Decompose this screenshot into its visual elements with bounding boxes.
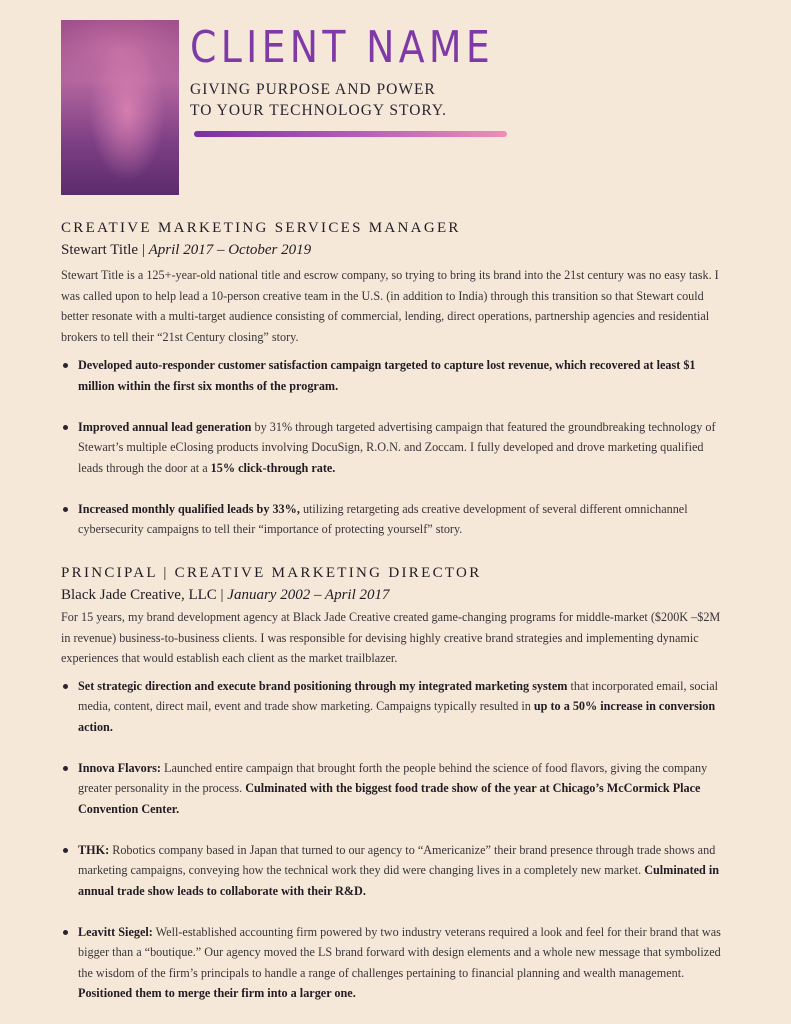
achievement-item xyxy=(61,355,723,396)
achievement-text: by 31% through targeted advertising campaign that featured the groundbreaking technology of Stewart’s multiple eClosing products involving DocuSign, R.O.N. and Zoccam. I fully developed and drove marketing qualified leads through the door at a xyxy=(78,419,716,475)
achievement-highlight: Innova Flavors: xyxy=(78,760,161,775)
achievement-highlight: Set strategic direction and execute brand positioning through my integrated marketing system xyxy=(78,678,568,693)
job-summary: For 15 years, my brand development agency at Black Jade Creative created game-changing programs for middle-market ($200K –$2M in revenue) business-to-business clients. I was responsible for devising highly creative brand strategies and implementing dynamic experiences that would establish each client as the market trailblazer. xyxy=(61,610,721,665)
achievement-highlight: 15% click-through rate. xyxy=(210,460,336,475)
job-meta: Black Jade Creative, LLC | January 2002 – April 2017 xyxy=(61,587,390,603)
job-summary: Stewart Title is a 125+-year-old national title and escrow company, so trying to bring its brand into the 21st century was no easy task. I was called upon to help lead a 10-person creative team in the U.S. (in addition to India) through this transition so that Stewart could better resonate with a multi-target audience consisting of commercial, lending, direct operations, partnership agencies and residential brokers to tell their “21st Century closing” story. xyxy=(61,268,719,344)
achievement-highlight: Culminated with the biggest food trade show of the year at Chicago’s McCormick Place Convention Center. xyxy=(78,781,701,816)
achievement-text: that incorporated email, social media, content, direct mail, event and trade show marketing. Campaigns typically resulted in xyxy=(78,678,719,713)
achievement-highlight: Positioned them to merge their firm into a larger one. xyxy=(78,986,356,1000)
client-photo xyxy=(61,20,179,195)
achievement-item xyxy=(61,499,723,540)
achievement-highlight: Culminated in annual trade show leads to collaborate with their R&D. xyxy=(78,863,720,898)
tagline xyxy=(190,79,447,121)
job-dates: January 2002 – April 2017 xyxy=(227,587,390,603)
job-title: PRINCIPAL | CREATIVE MARKETING DIRECTOR xyxy=(61,565,482,581)
achievement-item xyxy=(61,840,723,902)
achievement-highlight: THK: xyxy=(78,842,110,857)
achievement-highlight: Developed auto-responder customer satisfaction campaign targeted to capture lost revenue, which recovered at least $1 million within the first six months of the program. xyxy=(78,358,696,393)
accent-bar xyxy=(194,131,507,137)
client-name: CLIENT NAME xyxy=(190,22,495,73)
achievement-highlight: Improved annual lead generation xyxy=(78,419,252,434)
achievement-highlight: Increased monthly qualified leads by 33%, xyxy=(78,501,300,516)
company-name: Black Jade Creative, LLC xyxy=(61,587,217,603)
achievement-text: utilizing retargeting ads creative development of several different omnichannel cybersecurity campaigns to tell their “importance of protecting yourself” story. xyxy=(78,501,688,536)
job-title: CREATIVE MARKETING SERVICES MANAGER xyxy=(61,220,461,236)
tagline-line-1: GIVING PURPOSE AND POWER xyxy=(190,81,436,98)
achievement-item xyxy=(61,417,723,479)
job-section-black-jade-creative xyxy=(61,563,723,1004)
job-meta: Stewart Title | April 2017 – October 2019 xyxy=(61,242,312,258)
achievement-highlight: up to a 50% increase in conversion action. xyxy=(78,699,716,734)
tagline-line-2: TO YOUR TECHNOLOGY STORY. xyxy=(190,102,447,119)
achievement-item xyxy=(61,758,723,820)
job-section-stewart-title xyxy=(61,218,723,540)
achievement-text: Launched entire campaign that brought forth the people behind the science of food flavors, giving the company greater personality in the process. xyxy=(78,760,708,795)
achievement-item xyxy=(61,676,723,738)
job-dates: April 2017 – October 2019 xyxy=(148,242,312,258)
achievement-text: Robotics company based in Japan that turned to our agency to “Americanize” their brand presence through trade shows and marketing campaigns, conveying how the technical work they did were changing lives in a completely new market. xyxy=(78,842,716,877)
company-name: Stewart Title xyxy=(61,242,139,258)
achievement-list xyxy=(61,355,723,540)
achievement-list xyxy=(61,676,723,1004)
achievement-item xyxy=(61,922,723,1004)
achievement-text: Well-established accounting firm powered by two industry veterans required a look and feel for their brand that was bigger than a “boutique.” Our agency moved the LS brand forward with design elements and a whole new message that symbolized the wisdom of the firm’s principals to handle a range of challenges pertaining to financial planning and wealth management. xyxy=(78,924,721,980)
achievement-highlight: Leavitt Siegel: xyxy=(78,924,153,939)
